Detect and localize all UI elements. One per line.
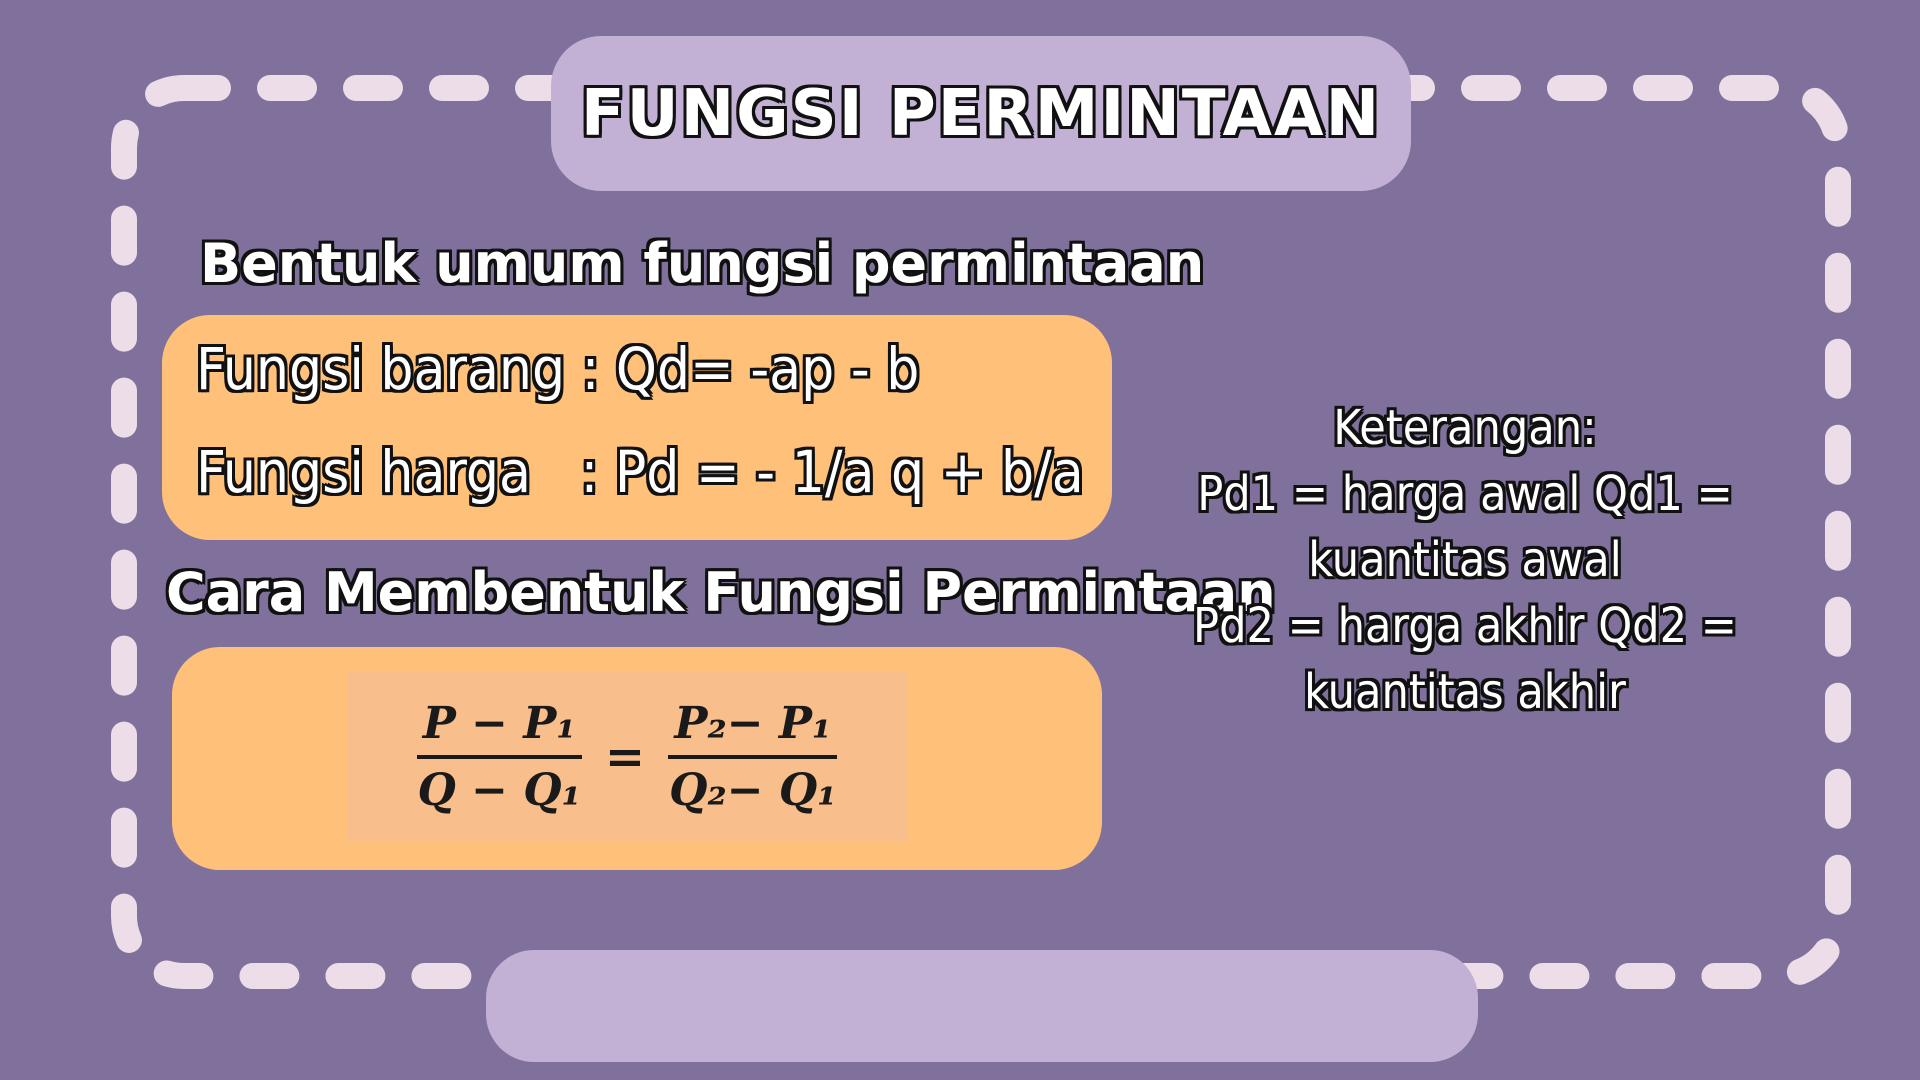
right-numerator: P₂− P₁ bbox=[668, 698, 837, 759]
notes-line: kuantitas awal bbox=[1308, 532, 1622, 588]
formula-box bbox=[172, 647, 1102, 870]
notes-line: kuantitas akhir bbox=[1304, 664, 1626, 720]
price-function-text: Fungsi harga : Pd = - 1/a q + b/a bbox=[196, 438, 1084, 506]
right-fraction bbox=[663, 698, 842, 816]
title-banner bbox=[551, 36, 1411, 191]
notes-heading: Keterangan: bbox=[1333, 400, 1597, 456]
left-fraction bbox=[411, 698, 586, 816]
right-denominator: Q₂− Q₁ bbox=[669, 765, 837, 816]
notes-line: Pd1 = harga awal Qd1 = bbox=[1197, 466, 1733, 522]
demand-formula bbox=[411, 698, 842, 816]
method-heading: Cara Membentuk Fungsi Permintaan bbox=[166, 561, 1276, 624]
left-denominator: Q − Q₁ bbox=[417, 765, 581, 816]
left-numerator: P − P₁ bbox=[417, 698, 582, 759]
bottom-banner bbox=[486, 950, 1478, 1062]
page-title: FUNGSI PERMINTAAN bbox=[580, 76, 1382, 151]
equals-sign: = bbox=[604, 729, 646, 785]
general-form-heading: Bentuk umum fungsi permintaan bbox=[200, 232, 1205, 295]
notes-panel bbox=[1150, 395, 1780, 725]
notes-line: Pd2 = harga akhir Qd2 = bbox=[1193, 598, 1737, 654]
formula-image bbox=[347, 672, 907, 842]
general-form-box bbox=[162, 315, 1112, 540]
goods-function-text: Fungsi barang : Qd= -ap - b bbox=[196, 335, 920, 403]
